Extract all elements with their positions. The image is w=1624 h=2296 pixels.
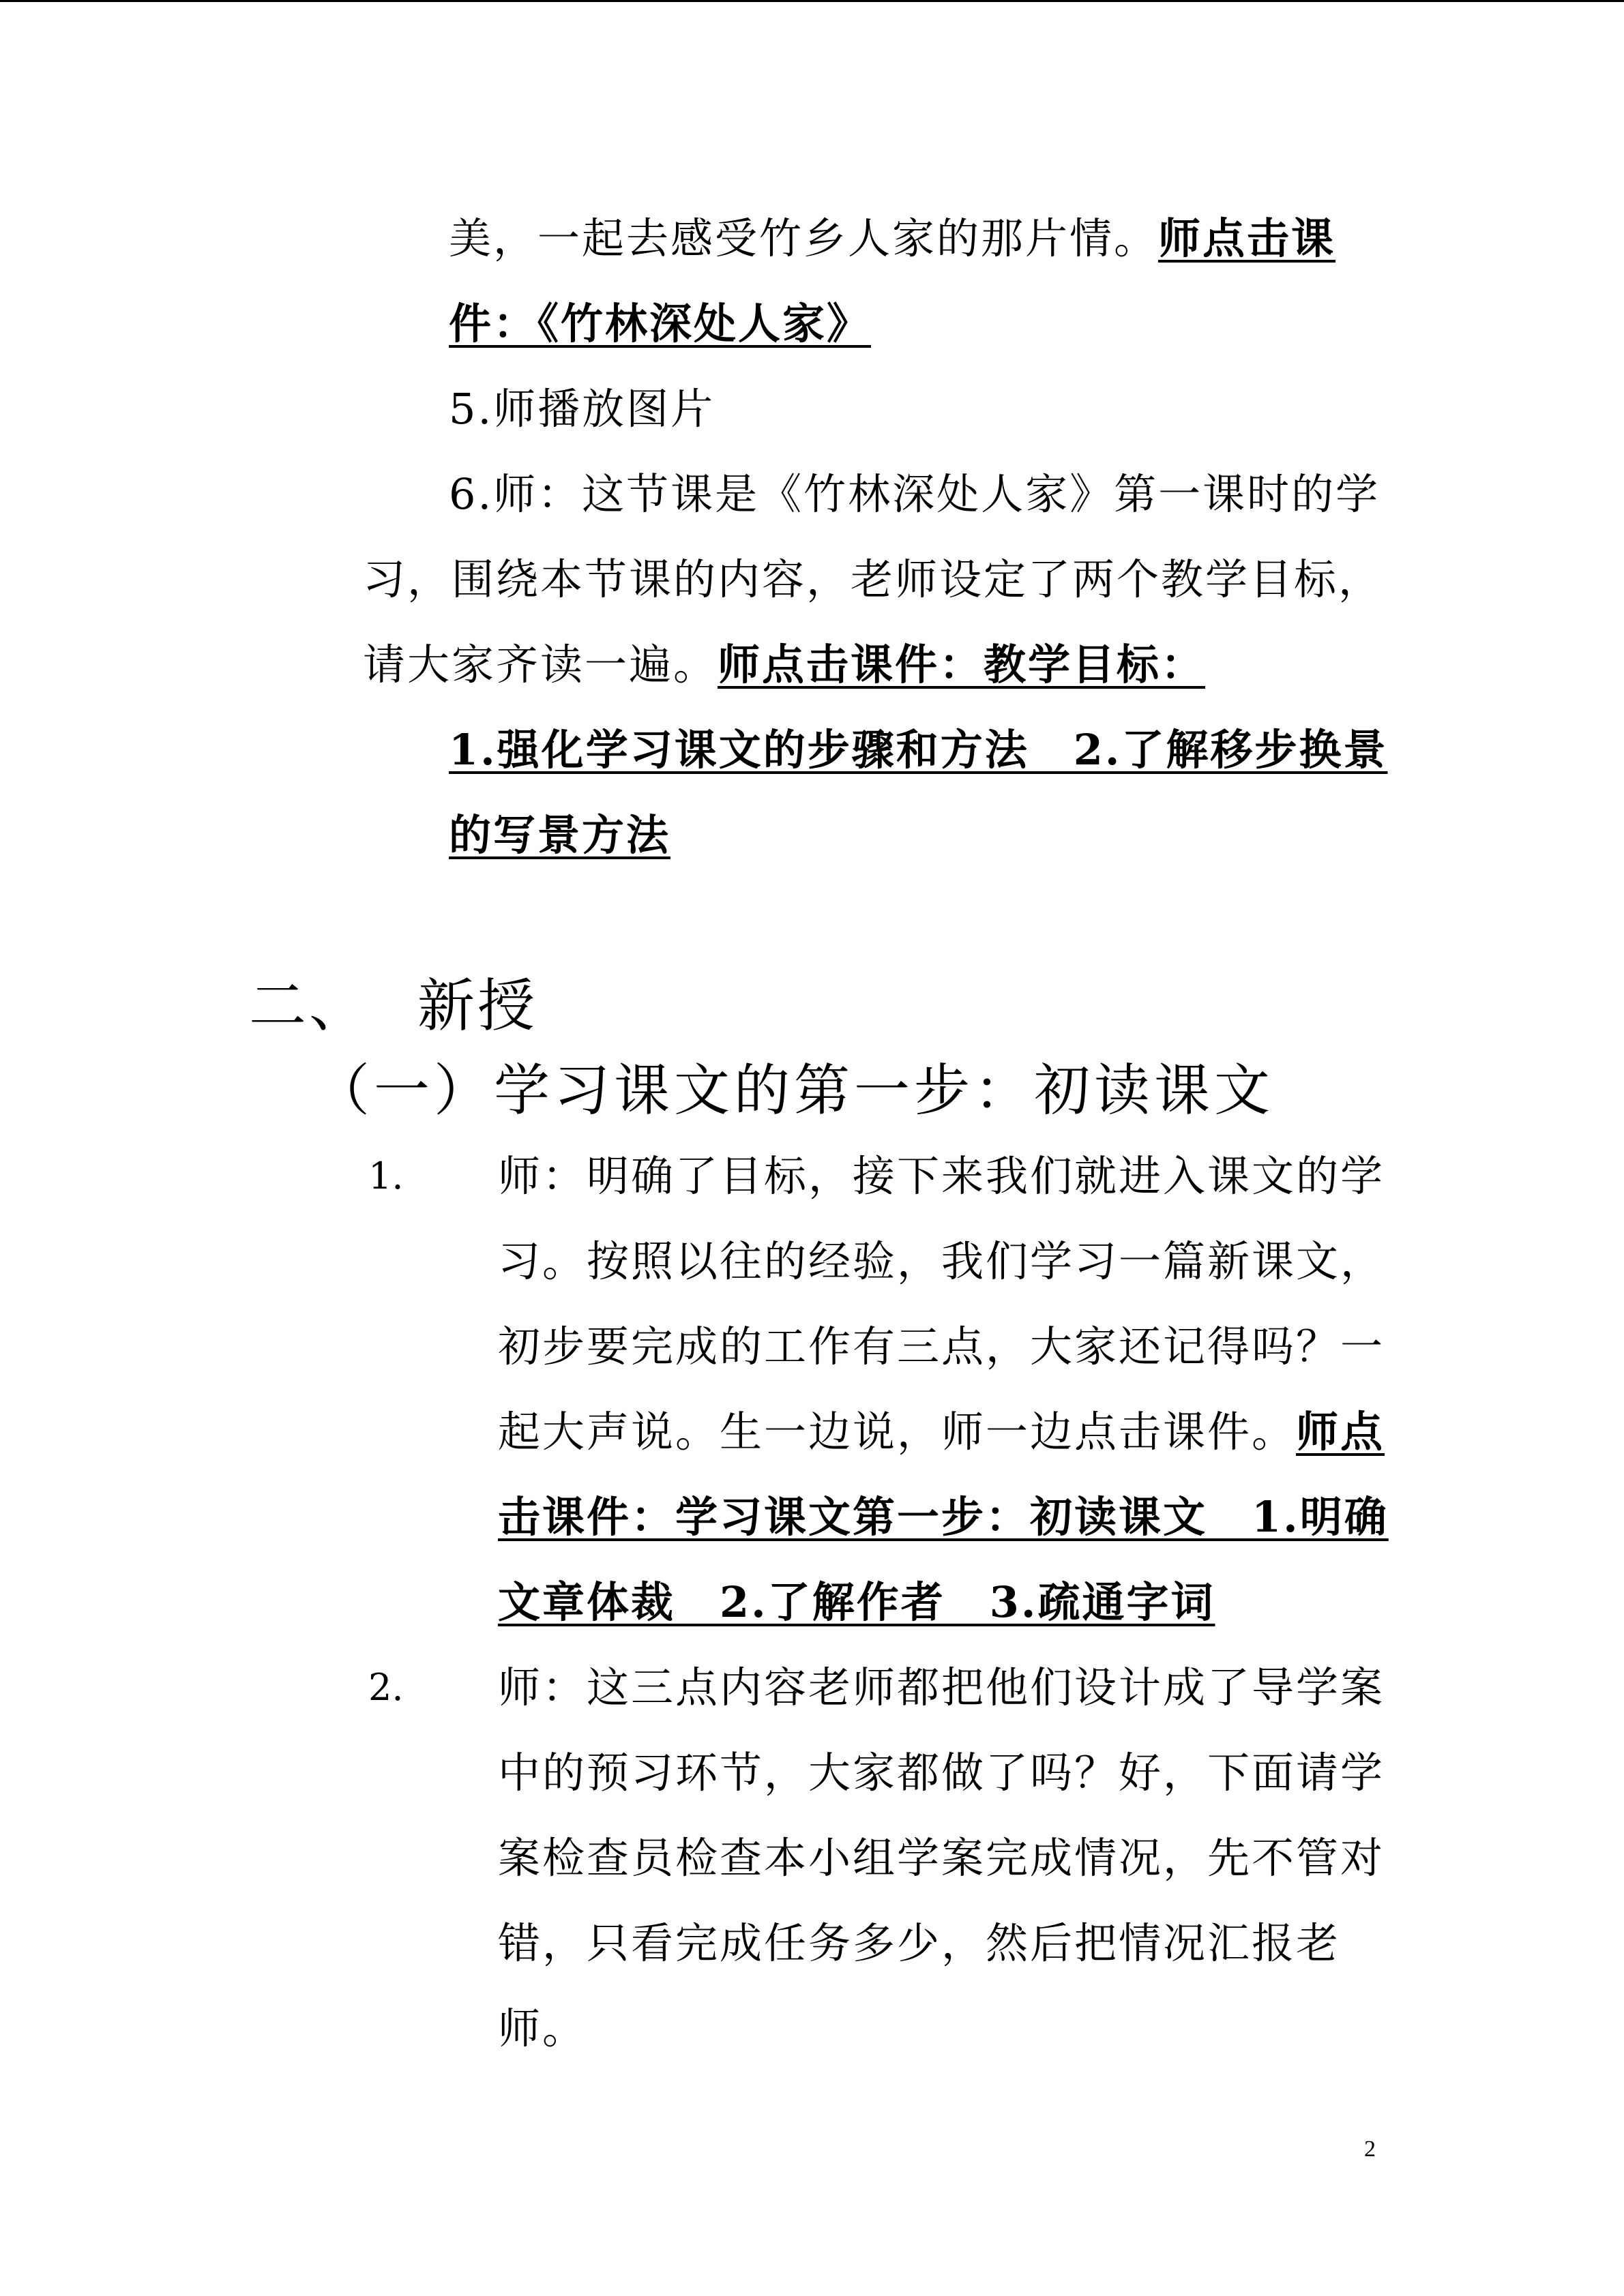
item-2-line-3: 案检查员检查本小组学案完成情况，先不管对 <box>498 1833 1385 1883</box>
item-1-line-5 <box>498 1490 1389 1545</box>
step-5: 5.师播放图片 <box>449 384 715 434</box>
item-1-line-4-text: 起大声说。生一边说，师一边点击课件。 <box>498 1407 1297 1457</box>
step-6-line-2: 习，围绕本节课的内容，老师设定了两个教学目标， <box>363 554 1383 604</box>
item-1-line-2: 习。按照以往的经验，我们学习一篇新课文， <box>498 1236 1385 1286</box>
step-6-line-3 <box>363 638 1205 692</box>
list-item-number: 1. <box>368 1154 404 1197</box>
item-2-line-1: 师：这三点内容老师都把他们设计成了导学案 <box>498 1663 1385 1712</box>
section-heading-number: 二、 <box>249 972 370 1039</box>
item-1-line-5-bold: 击课件：学习课文第一步：初读课文 1.明确 <box>498 1492 1389 1542</box>
section-heading-title: 新授 <box>417 972 538 1039</box>
item-1-line-6 <box>498 1575 1215 1630</box>
goals-line-2 <box>449 808 670 863</box>
intro-line-1-bold: 师点击课 <box>1158 213 1336 263</box>
item-1-line-6-bold: 文章体裁 2.了解作者 3.疏通字词 <box>498 1577 1215 1627</box>
item-1-line-3: 初步要完成的工作有三点，大家还记得吗？一 <box>498 1322 1385 1371</box>
item-2-line-2: 中的预习环节，大家都做了吗？好，下面请学 <box>498 1748 1385 1798</box>
subsection-heading: （一）学习课文的第一步：初读课文 <box>314 1058 1275 1123</box>
intro-line-1-text: 美，一起去感受竹乡人家的那片情。 <box>449 213 1159 263</box>
goals-line-2-bold: 的写景方法 <box>449 810 671 860</box>
item-1-line-4 <box>498 1405 1385 1459</box>
item-1-line-1: 师：明确了目标，接下来我们就进入课文的学 <box>498 1151 1385 1201</box>
item-1-line-4-bold: 师点 <box>1296 1407 1385 1457</box>
intro-line-2-bold: 件：《竹林深处人家》 <box>449 299 872 348</box>
item-2-line-5: 师。 <box>498 2003 587 2053</box>
list-item-number: 2. <box>368 1666 404 1709</box>
goals-line-1 <box>449 723 1387 777</box>
step-6-line-1: 6.师：这节课是《竹林深处人家》第一课时的学 <box>449 469 1381 519</box>
page-number: 2 <box>1364 2136 1376 2162</box>
step-6-line-3-text: 请大家齐读一遍。 <box>363 640 718 689</box>
intro-line-2 <box>449 297 871 351</box>
intro-line-1 <box>449 211 1335 266</box>
step-6-line-3-bold: 师点击课件：教学目标： <box>718 640 1206 689</box>
item-2-line-4: 错，只看完成任务多少，然后把情况汇报老 <box>498 1918 1341 1968</box>
page-top-border <box>0 0 1624 2</box>
goals-line-1-bold: 1.强化学习课文的步骤和方法 2.了解移步换景 <box>449 725 1388 775</box>
